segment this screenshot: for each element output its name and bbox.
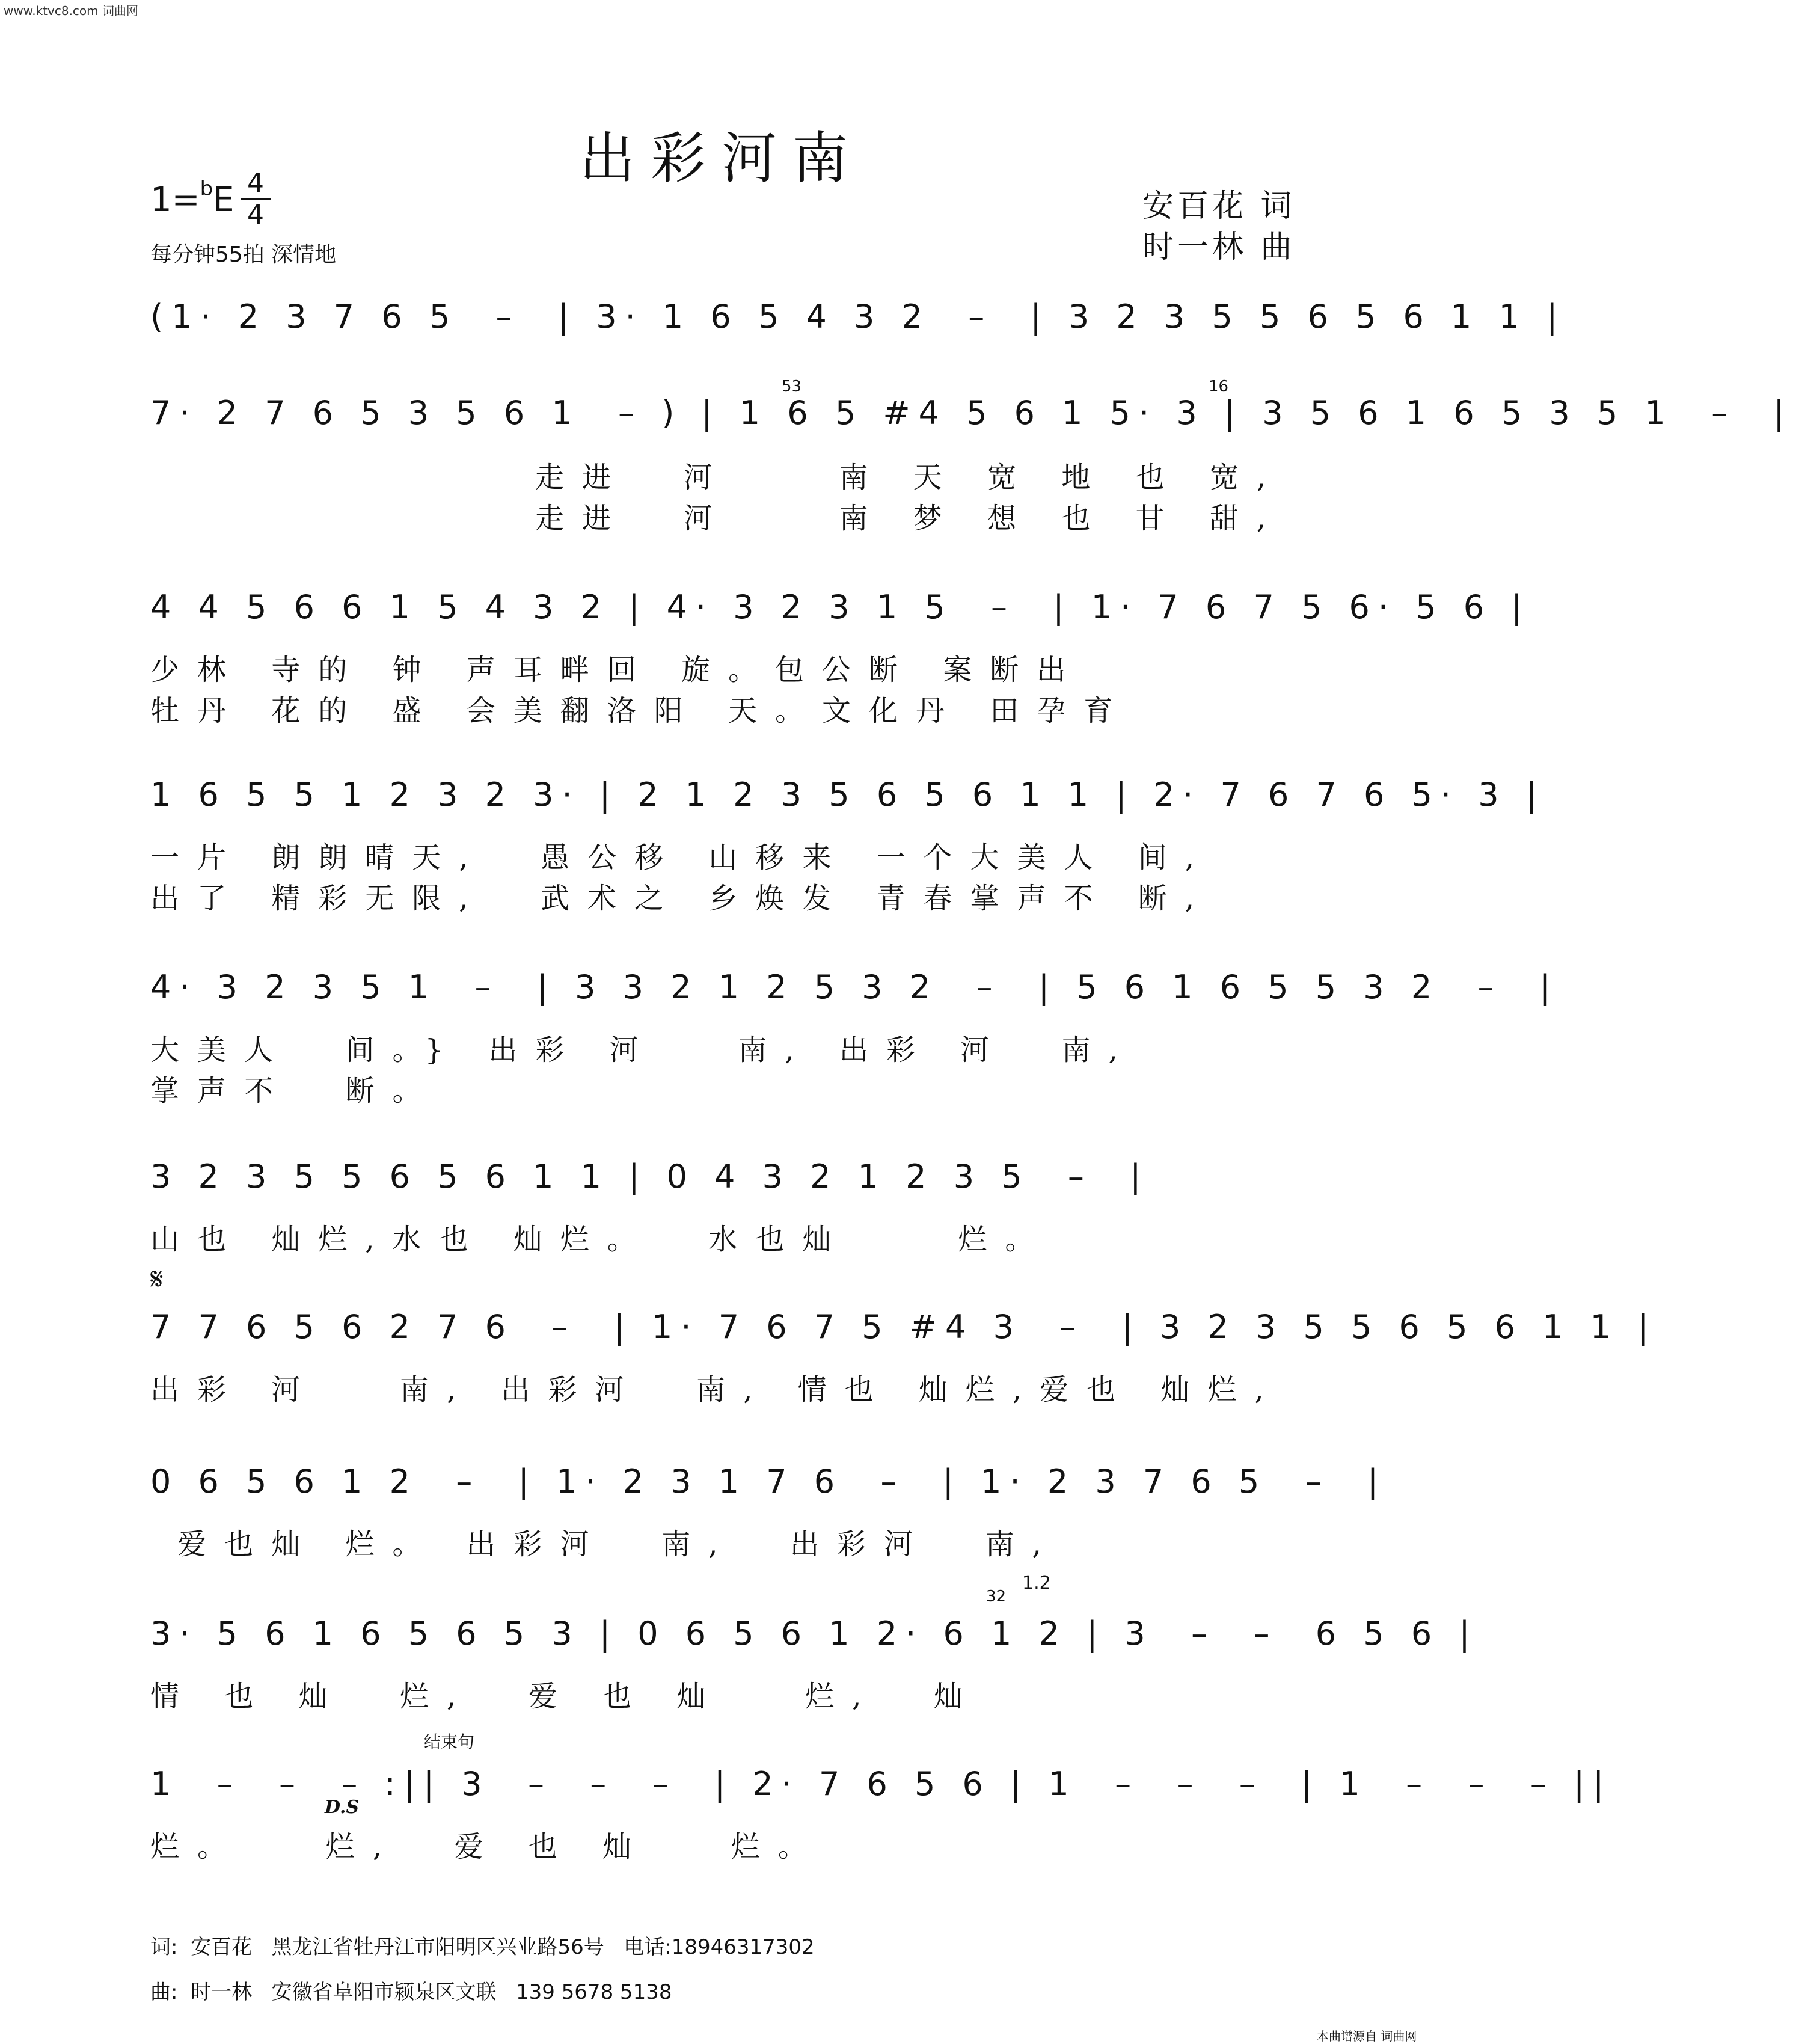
lyric-row-6: 山也 灿烂,水也 灿烂。 水也灿 烂。: [150, 1223, 1052, 1256]
score-row-9: 3· 5 6 1 6 5 6 5 3 | 0 6 5 6 1 2· 6 1 2 | 3 – – 6 5 6 |: [150, 1615, 1479, 1653]
lyric-row-3-verse-2: 牡丹 花的 盛 会美翻洛阳 天。文化丹 田孕育: [150, 694, 1131, 728]
lyric-row-9: 情 也 灿 烂, 爱 也 灿 烂, 灿: [150, 1680, 981, 1713]
time-signature: 4 4: [241, 170, 271, 229]
volta-number: 1.2: [1022, 1573, 1051, 1594]
site-watermark: www.ktvc8.com 词曲网: [4, 4, 139, 18]
grace-notes-3: 32: [986, 1588, 1007, 1606]
score-title: 出彩河南: [579, 126, 863, 191]
lyricist-credit: 安百花 词: [1142, 188, 1296, 224]
lyric-row-5-verse-2: 掌声不 断。: [150, 1074, 440, 1108]
corner-watermark: 本曲谱源自 词曲网: [1317, 2029, 1417, 2043]
footer-lyricist: 词: 安百花 黑龙江省牡丹江市阳明区兴业路56号 电话:18946317302: [150, 1935, 815, 1959]
ending-label: 结束句: [424, 1732, 475, 1752]
grace-notes-2: 16: [1209, 378, 1229, 396]
score-row-8: 0 6 5 6 1 2 – | 1· 2 3 1 7 6 – | 1· 2 3 7 6 5 – |: [150, 1462, 1387, 1500]
lyric-row-8: 爱也灿 烂。 出彩河 南, 出彩河 南,: [150, 1527, 1059, 1561]
lyric-row-4-verse-2: 出了 精彩无限, 武术之 乡焕发 青春掌声不 断,: [150, 882, 1213, 915]
grace-notes-1: 53: [782, 378, 802, 396]
lyric-row-5-verse-1: 大美人 间。} 出彩 河 南, 出彩 河 南,: [150, 1033, 1136, 1067]
score-row-5: 4· 3 2 3 5 1 – | 3 3 2 1 2 5 3 2 – | 5 6 1 6 5 5 3 2 – |: [150, 968, 1560, 1006]
lyric-row-7: 出彩 河 南, 出彩河 南, 情也 灿烂,爱也 灿烂,: [150, 1373, 1282, 1407]
footer-composer: 曲: 时一林 安徽省阜阳市颍泉区文联 139 5678 5138: [150, 1980, 672, 2004]
score-row-7: 7 7 6 5 6 2 7 6 – | 1· 7 6 7 5 #4 3 – | 3 2 3 5 5 6 5 6 1 1 |: [150, 1308, 1658, 1346]
score-row-3: 4 4 5 6 6 1 5 4 3 2 | 4· 3 2 3 1 5 – | 1· 7 6 7 5 6· 5 6 |: [150, 588, 1531, 626]
lyric-row-4-verse-1: 一片 朗朗晴天, 愚公移 山移来 一个大美人 间,: [150, 841, 1213, 874]
lyric-row-10: 烂。 烂, 爱 也 灿 烂。: [150, 1830, 825, 1864]
score-row-10: 1 – – – :|| 3 – – – | 2· 7 6 5 6 | 1 – – – | 1 – – – ||: [150, 1765, 1613, 1803]
key-signature: 1=$^b$E: [150, 177, 234, 219]
ds-mark: D.S: [325, 1797, 360, 1818]
tempo-marking: 每分钟55拍 深情地: [150, 242, 337, 267]
lyric-row-2-verse-1: 走进 河 南 天 宽 地 也 宽,: [535, 461, 1284, 494]
score-row-1: (1· 2 3 7 6 5 – | 3· 1 6 5 4 3 2 – | 3 2 3 5 5 6 5 6 1 1 |: [150, 298, 1566, 336]
lyric-row-3-verse-1: 少林 寺的 钟 声耳畔回 旋。包公断 案断出: [150, 653, 1084, 687]
score-row-2: 7· 2 7 6 5 3 5 6 1 – ) | 1 6 5 #4 5 6 1 5· 3 | 3 5 6 1 6 5 3 5 1 – |: [150, 394, 1793, 432]
segno-sign: 𝄋: [150, 1262, 164, 1297]
score-row-4: 1 6 5 5 1 2 3 2 3· | 2 1 2 3 5 6 5 6 1 1 | 2· 7 6 7 6 5· 3 |: [150, 776, 1545, 814]
lyric-row-2-verse-2: 走进 河 南 梦 想 也 甘 甜,: [535, 502, 1284, 535]
score-row-6: 3 2 3 5 5 6 5 6 1 1 | 0 4 3 2 1 2 3 5 – |: [150, 1158, 1150, 1195]
composer-credit: 时一林 曲: [1142, 229, 1296, 265]
